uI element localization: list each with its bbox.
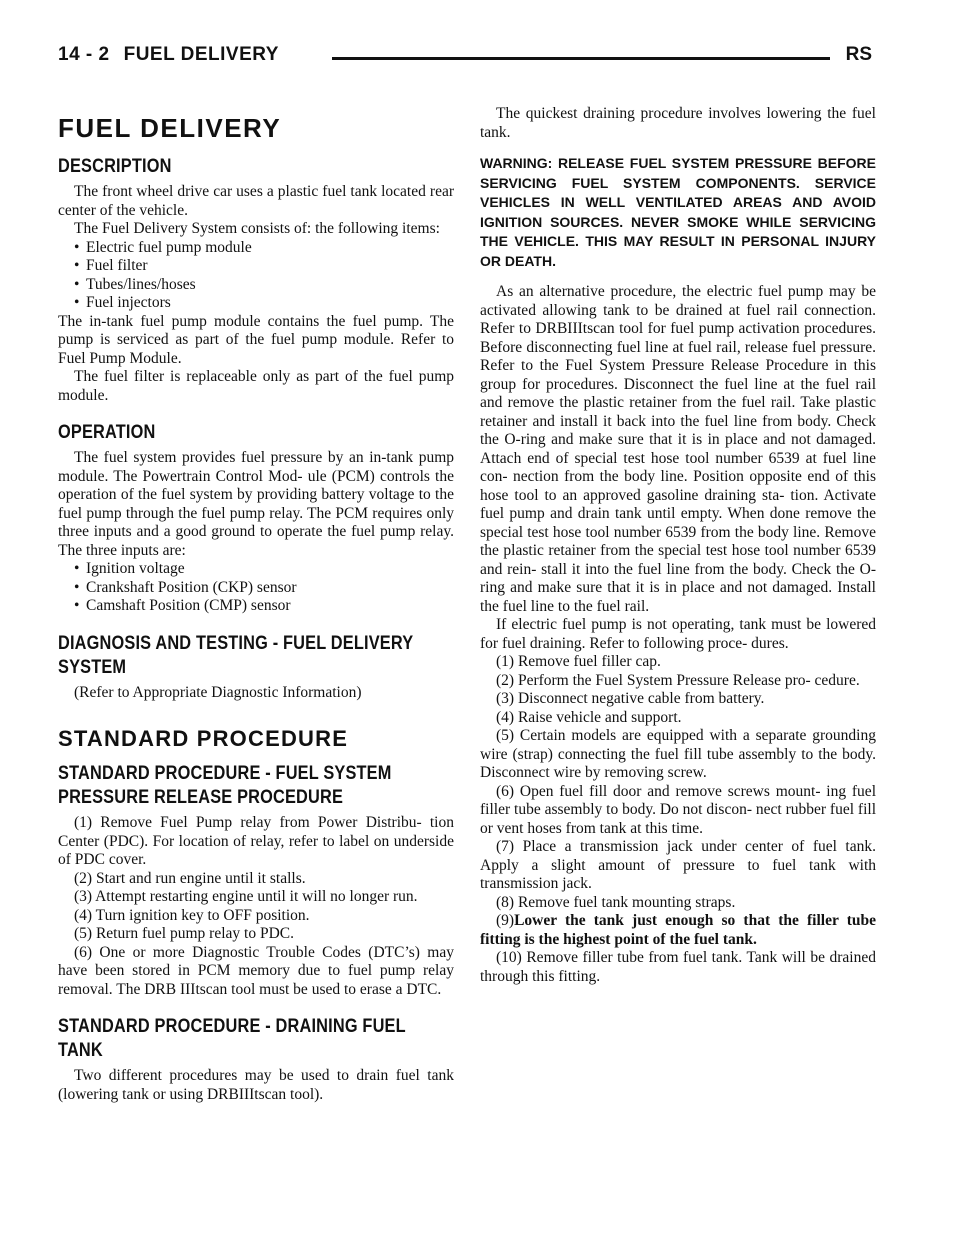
list-item: • Electric fuel pump module	[58, 239, 454, 258]
step: (5) Return fuel pump relay to PDC.	[74, 925, 294, 942]
diagnosis-heading: DIAGNOSIS AND TESTING - FUEL DELIVERY SYSTEM	[58, 632, 414, 678]
paragraph: As an alternative procedure, the electric fuel pump may be activated allowing tank to be drained at fuel rail connection. Refer to DRBIIItscan tool for fuel pump activation procedures. Before disconnecting fuel line at fuel rail, release fuel pressure. Refer to the Fuel System Pressure Release Procedure in this group for procedures. Disconnect the fuel line at the fuel rail and remove the plastic retainer from the fuel rail. Take plastic retainer and install it back into the fuel line from body. Check the O-ring and make sure that it is in place and not damaged. Attach end of special test hose tool number 6539 at fuel line con- nection from the body line. Position opposite end of this hose tool to an approved gasoline draining sta- tion. Activate fuel pump and drain tank until empty. When done remove the special test hose tool number 6539 from the body line. Remove the plastic retainer from the special test hose tool number 6539 and rein- stall it into the fuel line from the body. Check the O-ring and make sure that it is in place and not damaged. Install the fuel line to the fuel rail.	[480, 283, 876, 615]
header-left	[58, 44, 279, 66]
page-header	[58, 44, 872, 80]
description-heading: DESCRIPTION	[58, 156, 172, 177]
list-item: • Ignition voltage	[58, 560, 454, 579]
standard-procedure-title: STANDARD PROCEDURE	[58, 726, 349, 751]
step: (3) Attempt restarting engine until it will no longer run.	[74, 888, 418, 905]
header-rule	[332, 57, 830, 60]
list-item: • Fuel injectors	[58, 294, 454, 313]
step: (7) Place a transmission jack under center of fuel tank. Apply a slight amount of pressure to fuel tank with transmission jack.	[480, 838, 876, 892]
step: (4) Turn ignition key to OFF position.	[74, 906, 310, 924]
step: (1) Remove fuel filler cap.	[496, 653, 661, 670]
list-item: • Fuel filter	[58, 257, 454, 276]
draining-heading: STANDARD PROCEDURE - DRAINING FUEL TANK	[58, 1016, 406, 1061]
warning-text: WARNING: RELEASE FUEL SYSTEM PRESSURE BEFORE SERVICING FUEL SYSTEM COMPONENTS. SERVICE VEHICLES IN WELL VENTILATED AREAS AND AVOID IGNITION SOURCES. NEVER SMOKE WHILE SERVICING THE VEHICLE. THIS MAY RESULT IN PERSONAL INJURY OR DEATH.	[480, 155, 876, 269]
step: (1) Remove Fuel Pump relay from Power Distribu- tion Center (PDC). For location of relay, refer to label on underside of PDC cover.	[58, 814, 454, 868]
paragraph: (Refer to Appropriate Diagnostic Information)	[74, 683, 362, 701]
step: (10) Remove filler tube from fuel tank. Tank will be drained through this fitting.	[480, 949, 876, 985]
paragraph: Two different procedures may be used to drain fuel tank (lowering tank or using DRBIIItscan tool).	[58, 1067, 454, 1103]
list-item: • Tubes/lines/hoses	[58, 276, 454, 295]
model-code: RS	[845, 44, 872, 65]
step: (2) Perform the Fuel System Pressure Release pro- cedure.	[496, 671, 860, 689]
paragraph: The fuel filter is replaceable only as part of the fuel pump module.	[58, 368, 454, 404]
step: (6) Open fuel fill door and remove screws mount- ing fuel filler tube assembly to body. Do not discon- nect rubber fuel fill or vent hoses from tank at this time.	[480, 782, 876, 837]
list-item: • Crankshaft Position (CKP) sensor	[58, 579, 454, 598]
paragraph: The fuel system provides fuel pressure by an in-tank pump module. The Powertrain Control Mod- ule (PCM) controls the operation of the fuel system by providing battery voltage to the fuel pump through the fuel pump relay. The PCM requires only three inputs and a good ground to operate the fuel pump relay. The three inputs are:	[58, 449, 454, 559]
list-item: • Camshaft Position (CMP) sensor	[58, 597, 454, 616]
paragraph: The quickest draining procedure involves lowering the fuel tank.	[480, 105, 876, 141]
step: (6) One or more Diagnostic Trouble Codes (DTC’s) may have been stored in PCM memory due to fuel pump relay removal. The DRB IIItscan tool must be used to erase a DTC.	[58, 943, 454, 998]
pressure-release-heading: STANDARD PROCEDURE - FUEL SYSTEM PRESSURE RELEASE PROCEDURE	[58, 763, 392, 808]
step: (9)Lower the tank just enough so that the filler tube fitting is the highest point of the fuel tank.	[480, 912, 876, 948]
section-name: FUEL DELIVERY	[123, 44, 279, 65]
paragraph: The in-tank fuel pump module contains the fuel pump. The pump is serviced as part of the fuel pump module. Refer to Fuel Pump Module.	[58, 312, 454, 367]
paragraph: If electric fuel pump is not operating, tank must be lowered for fuel draining. Refer to following proce- dures.	[480, 616, 876, 652]
chapter-title: FUEL DELIVERY	[58, 113, 282, 143]
operation-heading: OPERATION	[58, 422, 156, 443]
paragraph: The front wheel drive car uses a plastic fuel tank located rear center of the vehicle.	[58, 183, 454, 219]
step: (2) Start and run engine until it stalls.	[74, 869, 306, 887]
step: (4) Raise vehicle and support.	[496, 708, 682, 726]
paragraph: The Fuel Delivery System consists of: the following items:	[74, 220, 440, 237]
step: (8) Remove fuel tank mounting straps.	[496, 893, 736, 911]
step: (3) Disconnect negative cable from battery.	[496, 690, 765, 707]
page-number: 14 - 2	[58, 44, 110, 65]
right-column	[480, 105, 876, 986]
step: (5) Certain models are equipped with a separate grounding wire (strap) connecting the fuel fill tube assembly to the body. Disconnect wire by removing screw.	[480, 727, 876, 781]
left-column	[58, 105, 454, 1104]
